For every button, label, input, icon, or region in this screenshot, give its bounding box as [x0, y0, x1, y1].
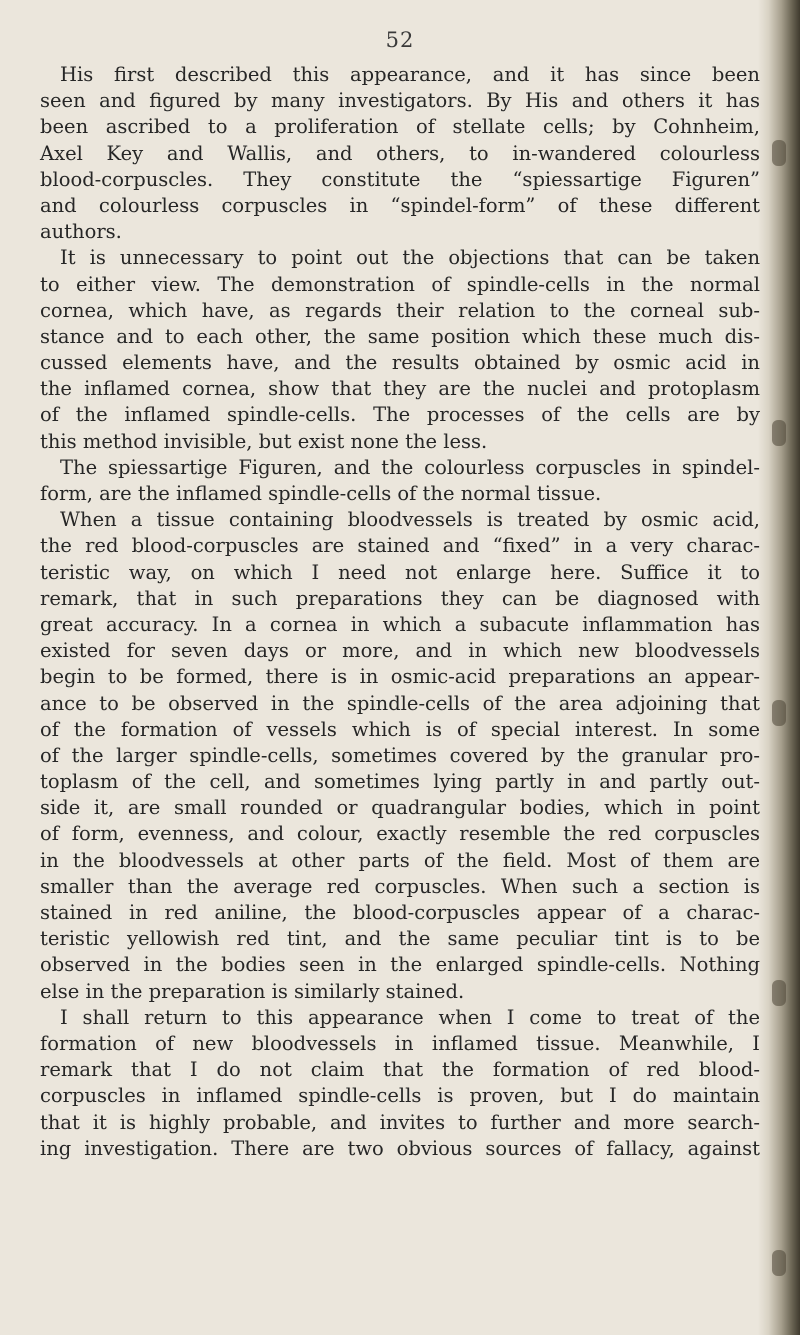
- text-line: authors.: [40, 220, 122, 244]
- text-line: remark that I do not claim that the formation of red blood-: [40, 1058, 760, 1082]
- text-line: to either view. The demonstration of spindle-cells in the normal: [40, 272, 760, 296]
- binding-shadow-mark: [772, 980, 786, 1006]
- page-binding-edge: [758, 0, 800, 1335]
- text-line: His first described this appearance, and it has since been: [60, 63, 760, 86]
- text-line: cussed elements have, and the results obtained by osmic acid in: [40, 351, 760, 375]
- text-line: the red blood-corpuscles are stained and “fixed” in a very charac-: [40, 534, 760, 558]
- text-line: of the inflamed spindle-cells. The processes of the cells are by: [40, 403, 760, 427]
- text-line: of form, evenness, and colour, exactly resemble the red corpuscles: [40, 822, 760, 846]
- text-line: of the larger spindle-cells, sometimes covered by the granular pro-: [40, 743, 760, 767]
- text-line: smaller than the average red corpuscles. When such a section is: [40, 874, 760, 898]
- text-line: seen and figured by many investigators. By His and others it has: [40, 89, 760, 113]
- text-line: I shall return to this appearance when I come to treat of the: [60, 1005, 760, 1029]
- text-line: that it is highly probable, and invites to further and more search-: [40, 1110, 760, 1134]
- text-line: great accuracy. In a cornea in which a subacute inflammation has: [40, 612, 760, 636]
- text-line: observed in the bodies seen in the enlarged spindle-cells. Nothing: [40, 953, 760, 977]
- text-line: and colourless corpuscles in “spindel-form” of these different: [40, 193, 760, 217]
- text-line: The spiessartige Figuren, and the colourless corpuscles in spindel-: [60, 455, 760, 479]
- binding-shadow-mark: [772, 140, 786, 166]
- text-line: formation of new bloodvessels in inflamed tissue. Meanwhile, I: [40, 1031, 760, 1055]
- text-line: begin to be formed, there is in osmic-acid preparations an appear-: [40, 665, 760, 689]
- text-line: this method invisible, but exist none the less.: [40, 429, 488, 453]
- text-line: stained in red aniline, the blood-corpuscles appear of a charac-: [40, 901, 760, 924]
- text-line: form, are the inflamed spindle-cells of the normal tissue.: [40, 482, 602, 505]
- text-line: teristic way, on which I need not enlarge here. Suffice it to: [40, 560, 760, 584]
- body-text: [40, 62, 760, 1162]
- text-line: It is unnecessary to point out the objections that can be taken: [60, 246, 760, 270]
- text-line: cornea, which have, as regards their relation to the corneal sub-: [40, 298, 760, 322]
- binding-shadow-mark: [772, 420, 786, 446]
- text-line: remark, that in such preparations they can be diagnosed with: [40, 586, 760, 610]
- text-line: side it, are small rounded or quadrangular bodies, which in point: [40, 796, 760, 820]
- text-line: blood-corpuscles. They constitute the “spiessartige Figuren”: [40, 167, 760, 191]
- text-line: teristic yellowish red tint, and the same peculiar tint is to be: [40, 927, 760, 951]
- text-line: Axel Key and Wallis, and others, to in-wandered colourless: [40, 141, 760, 165]
- text-line: been ascribed to a proliferation of stellate cells; by Cohnheim,: [40, 115, 760, 139]
- text-line: else in the preparation is similarly stained.: [40, 979, 465, 1003]
- text-line: of the formation of vessels which is of special interest. In some: [40, 717, 760, 741]
- text-line: toplasm of the cell, and sometimes lying partly in and partly out-: [40, 770, 760, 794]
- text-line: stance and to each other, the same position which these much dis-: [40, 324, 760, 348]
- text-line: When a tissue containing bloodvessels is treated by osmic acid,: [60, 508, 760, 532]
- text-line: the inflamed cornea, show that they are the nuclei and protoplasm: [40, 377, 760, 401]
- text-line: in the bloodvessels at other parts of the field. Most of them are: [40, 848, 760, 872]
- page-number: 52: [385, 28, 415, 52]
- binding-shadow-mark: [772, 1250, 786, 1276]
- text-line: ance to be observed in the spindle-cells of the area adjoining that: [40, 691, 760, 715]
- text-line: ing investigation. There are two obvious sources of fallacy, against: [40, 1136, 760, 1160]
- text-line: corpuscles in inflamed spindle-cells is proven, but I do maintain: [40, 1084, 760, 1108]
- text-line: existed for seven days or more, and in which new bloodvessels: [40, 639, 760, 663]
- binding-shadow-mark: [772, 700, 786, 726]
